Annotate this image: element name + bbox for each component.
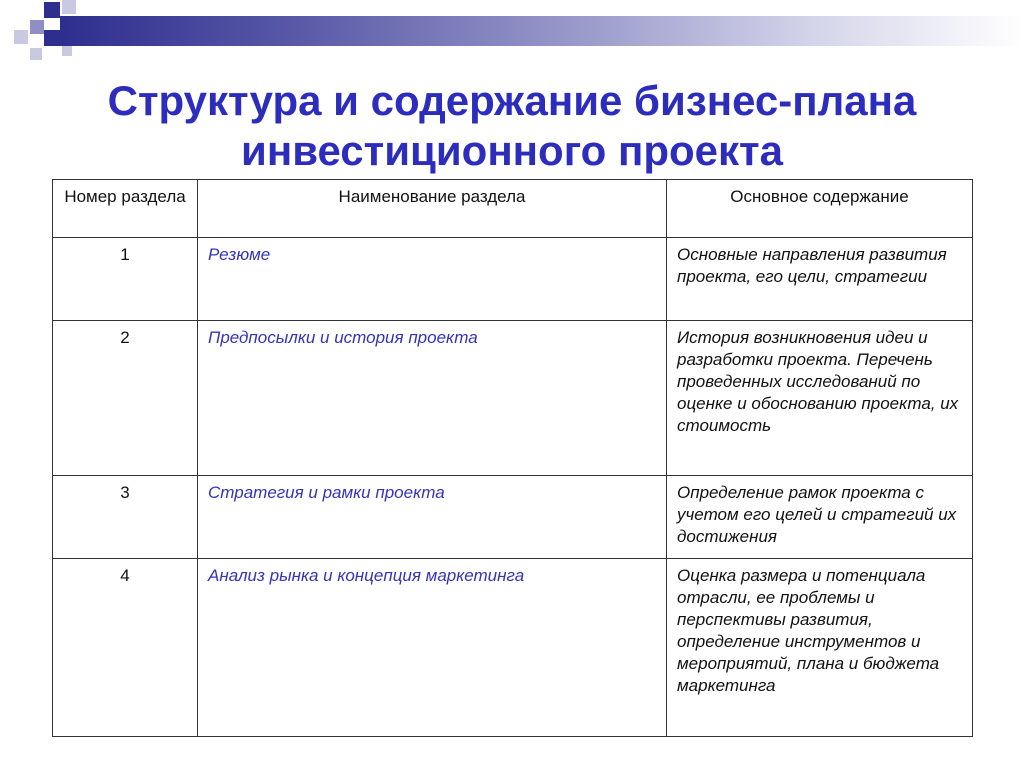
header-gradient-bar (60, 16, 1024, 46)
title-line-2: инвестиционного проекта (241, 127, 783, 174)
table-row (53, 476, 973, 559)
title-line-1: Структура и содержание бизнес-плана (107, 77, 917, 124)
row-content: Определение рамок проекта с учетом его целей и стратегий их достижения (667, 476, 973, 559)
row-section-name: Стратегия и рамки проекта (198, 476, 667, 559)
row-number: 2 (53, 321, 198, 476)
header-number: Номер раздела (53, 180, 198, 238)
header-name: Наименование раздела (198, 180, 667, 238)
page-title (0, 76, 1024, 176)
row-content: Основные направления развития проекта, его цели, стратегии (667, 238, 973, 321)
row-content: История возникновения идеи и разработки проекта. Перечень проведенных исследований по оценке и обоснованию проекта, их стоимость (667, 321, 973, 476)
table-row (53, 559, 973, 737)
table-header-row (53, 180, 973, 238)
row-section-name: Резюме (198, 238, 667, 321)
row-number: 1 (53, 238, 198, 321)
row-number: 3 (53, 476, 198, 559)
row-section-name: Предпосылки и история проекта (198, 321, 667, 476)
header-content: Основное содержание (667, 180, 973, 238)
row-section-name: Анализ рынка и концепция маркетинга (198, 559, 667, 737)
row-content: Оценка размера и потенциала отрасли, ее проблемы и перспективы развития, определение инструментов и мероприятий, плана и бюджета маркетинга (667, 559, 973, 737)
row-number: 4 (53, 559, 198, 737)
table-row (53, 238, 973, 321)
table-row (53, 321, 973, 476)
business-plan-table (52, 179, 973, 737)
